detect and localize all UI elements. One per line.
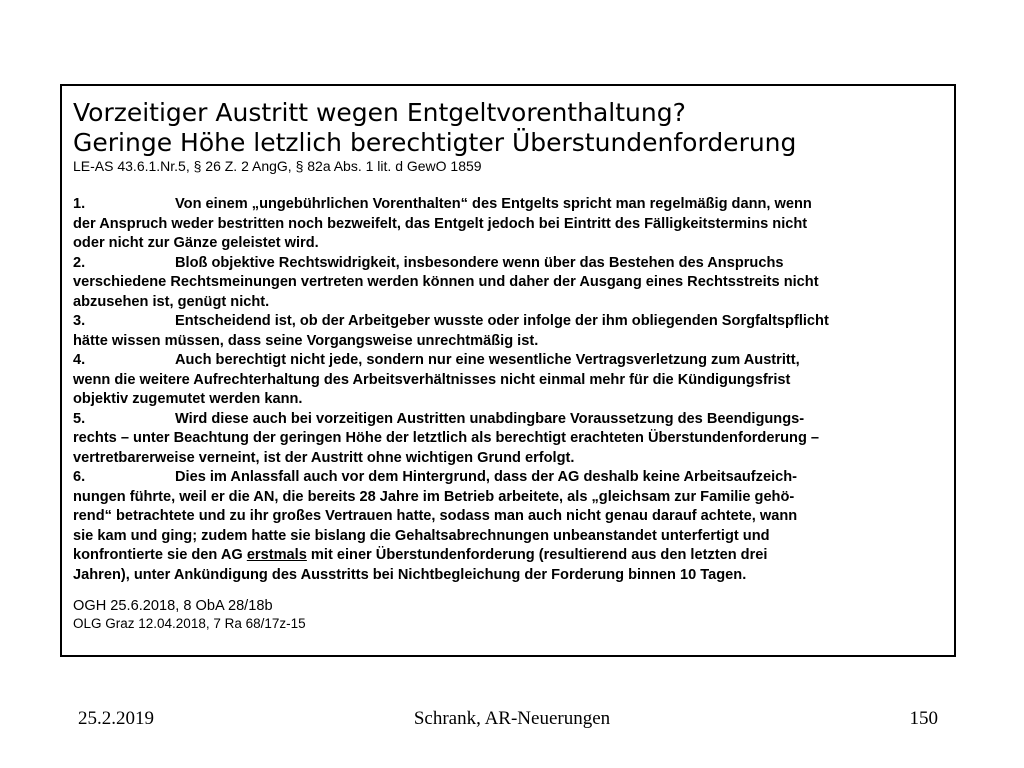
point-text-line: sie kam und ging; zudem hatte sie bislang die Gehaltsabrechnungen unbeanstandet unterfertigt und: [73, 527, 770, 544]
point-text-segment: mit einer Überstundenforderung (resultierend aus den letzten drei: [306, 547, 768, 563]
point-text-line: objektiv zugemutet werden kann.: [73, 391, 303, 407]
point-text-line: vertretbarerweise verneint, ist der Austritt ohne wichtigen Grund erfolgt.: [73, 449, 575, 466]
point-number: 1.: [73, 196, 86, 212]
footer-page-number: 150: [909, 708, 938, 729]
footer-date: 25.2.2019: [78, 708, 154, 729]
underlined-word: erstmals: [246, 547, 307, 563]
point-text-line: Wird diese auch bei vorzeitigen Austritten unabdingbare Voraussetzung des Beendigungs-: [175, 410, 805, 427]
point-text-line: Jahren), unter Ankündigung des Ausstritts bei Nichtbegleichung der Forderung binnen 10 Tagen.: [73, 566, 747, 583]
source-ogh: OGH 25.6.2018, 8 ObA 28/18b: [73, 598, 273, 614]
point-number: 3.: [73, 313, 86, 329]
point-5: [73, 410, 940, 469]
point-text-line: abzusehen ist, genügt nicht.: [73, 293, 270, 310]
points-list: [73, 195, 940, 585]
point-number: 2.: [73, 254, 86, 271]
point-text-line: der Anspruch weder bestritten noch bezweifelt, das Entgelt jedoch bei Eintritt des Fälligkeitstermins nicht: [73, 215, 808, 232]
point-text-line: Dies im Anlassfall auch vor dem Hintergrund, dass der AG deshalb keine Arbeitsaufzeich-: [175, 469, 798, 485]
point-1: [73, 195, 940, 254]
point-text-line: Entscheidend ist, ob der Arbeitgeber wusste oder infolge der ihm obliegenden Sorgfaltspflicht: [175, 313, 829, 329]
point-text-line: wenn die weitere Aufrechterhaltung des Arbeitsverhältnisses nicht einmal mehr für die Kündigungsfrist: [73, 371, 791, 388]
source-olg: OLG Graz 12.04.2018, 7 Ra 68/17z-15: [73, 616, 306, 631]
point-text-line: nungen führte, weil er die AN, die bereits 28 Jahre im Betrieb arbeitete, als „gleichsam zur Familie gehö-: [73, 488, 795, 505]
spacer: [73, 175, 940, 195]
spacer: [73, 585, 940, 597]
title-line-1: Vorzeitiger Austritt wegen Entgeltvorenthaltung?: [73, 98, 686, 127]
legal-citation: LE-AS 43.6.1.Nr.5, § 26 Z. 2 AngG, § 82a Abs. 1 lit. d GewO 1859: [73, 158, 482, 174]
point-text-line: oder nicht zur Gänze geleistet wird.: [73, 235, 319, 251]
point-text-line: Auch berechtigt nicht jede, sondern nur eine wesentliche Vertragsverletzung zum Austritt,: [175, 352, 800, 368]
slide-content-box: [60, 84, 956, 657]
point-2: [73, 254, 940, 313]
point-6: [73, 468, 940, 585]
point-4: [73, 351, 940, 410]
point-number: 4.: [73, 352, 86, 368]
point-text-line: hätte wissen müssen, dass seine Vorgangsweise unrechtmäßig ist.: [73, 332, 539, 349]
point-3: [73, 312, 940, 351]
point-text-line: Bloß objektive Rechtswidrigkeit, insbesondere wenn über das Bestehen des Anspruchs: [175, 254, 784, 271]
point-number: 5.: [73, 410, 86, 427]
point-text-line: Von einem „ungebührlichen Vorenthalten“ des Entgelts spricht man regelmäßig dann, wenn: [175, 196, 812, 212]
point-text-line: rend“ betrachtete und zu ihr großes Vertrauen hatte, sodass man auch nicht genau darauf achtete, wann: [73, 508, 798, 524]
footer-title: Schrank, AR-Neuerungen: [413, 708, 611, 729]
point-text-line: verschiedene Rechtsmeinungen vertreten werden können und daher der Ausgang eines Rechtsstreits nicht: [73, 274, 819, 290]
point-text-line: rechts – unter Beachtung der geringen Höhe der letztlich als berechtigt erachteten Überstundenforderung –: [73, 430, 820, 446]
title-line-2: Geringe Höhe letzlich berechtigter Überstundenforderung: [73, 128, 797, 157]
point-text-segment: konfrontierte sie den AG: [73, 547, 247, 563]
point-number: 6.: [73, 469, 86, 485]
